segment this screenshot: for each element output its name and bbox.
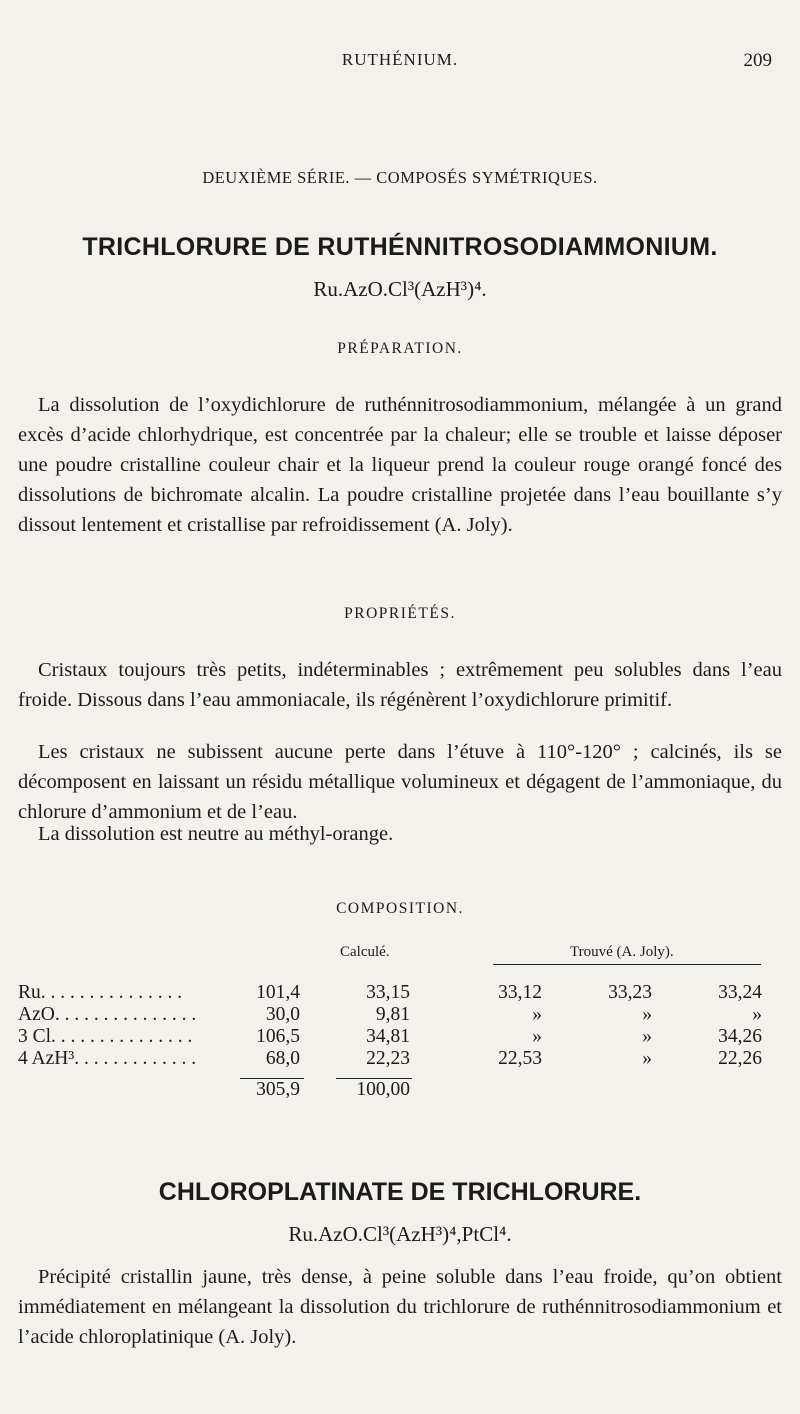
found-value: » [752,1004,762,1025]
found-value: 34,26 [718,1026,762,1047]
properties-text: La dissolution est neutre au méthyl-orange. [38,823,394,845]
found-value: 33,23 [608,982,652,1003]
series-heading: DEUXIÈME SÉRIE. — COMPOSÉS SYMÉTRIQUES. [202,168,598,187]
mass-value: 68,0 [265,1048,300,1069]
running-title: RUTHÉNIUM. [341,50,459,69]
compound-title: TRICHLORURE DE RUTHÉNNITROSODIAMMONIUM. [82,233,718,261]
found-value: » [532,1026,542,1047]
compound-title: CHLOROPLATINATE DE TRICHLORURE. [158,1178,642,1206]
found-value: 22,26 [718,1048,762,1069]
composition-heading: COMPOSITION. [336,900,464,917]
calc-column-header: Calculé. [340,944,390,960]
total-mass: 305,9 [256,1079,300,1100]
mass-value: 30,0 [265,1004,300,1025]
found-value: » [642,1048,652,1069]
chloroplatinate-text: Précipité cristallin jaune, très dense, à peine soluble dans l’eau froide, qu’on obtient immédiatement en mélangeant la dissolution du trichlorure de ruthénnitrosodiammonium et l’acide chloroplatinique (A. Joly). [18,1266,782,1348]
total-calc: 100,00 [356,1079,410,1100]
chloroplatinate-paragraph [18,1262,782,1352]
element-label: AzO. . . . . . . . . . . . . . . [18,1004,197,1025]
calc-value: 33,15 [366,982,410,1003]
preparation-heading: PRÉPARATION. [337,340,463,357]
calc-value: 34,81 [366,1026,410,1047]
preparation-paragraph [18,390,782,540]
found-value: 22,53 [498,1048,542,1069]
page-number: 209 [743,50,772,71]
element-label: 3 Cl. . . . . . . . . . . . . . . [18,1026,193,1047]
found-column-header: Trouvé (A. Joly). [570,944,674,960]
properties-paragraph [18,819,782,849]
found-value: 33,12 [498,982,542,1003]
element-label: 4 AzH³. . . . . . . . . . . . . [18,1048,197,1069]
found-value: » [642,1026,652,1047]
properties-heading: PROPRIÉTÉS. [344,605,456,622]
properties-text: Les cristaux ne subissent aucune perte dans l’étuve à 110°-120° ; calcinés, ils se décomposent en laissant un résidu métallique volumineux et dégagent de l’ammoniaque, du chlorure d’ammonium et de l’eau. [18,741,782,823]
properties-text: Cristaux toujours très petits, indéterminables ; extrêmement peu solubles dans l’eau froide. Dissous dans l’eau ammoniacale, ils régénèrent l’oxydichlorure primitif. [18,659,782,711]
calc-value: 9,81 [375,1004,410,1025]
element-label: Ru. . . . . . . . . . . . . . . [18,982,183,1003]
mass-value: 106,5 [256,1026,300,1047]
found-value: » [642,1004,652,1025]
found-value: » [532,1004,542,1025]
found-header-rule [493,964,761,965]
properties-paragraph [18,655,782,715]
calc-value: 22,23 [366,1048,410,1069]
compound-formula: Ru.AzO.Cl³(AzH³)⁴. [313,277,487,301]
found-value: 33,24 [718,982,762,1003]
mass-value: 101,4 [256,982,300,1003]
compound-formula: Ru.AzO.Cl³(AzH³)⁴,PtCl⁴. [288,1222,512,1246]
properties-paragraph [18,737,782,827]
preparation-text: La dissolution de l’oxydichlorure de ruthénnitrosodiammonium, mélangée à un grand excès d’acide chlorhydrique, est concentrée par la chaleur; elle se trouble et laisse déposer une poudre cristalline couleur chair et la liqueur prend la couleur rouge orangé foncé des dissolutions de bichromate alcalin. La poudre cristalline projetée dans l’eau bouillante s’y dissout lentement et cristallise par refroidissement (A. Joly). [18,394,782,536]
